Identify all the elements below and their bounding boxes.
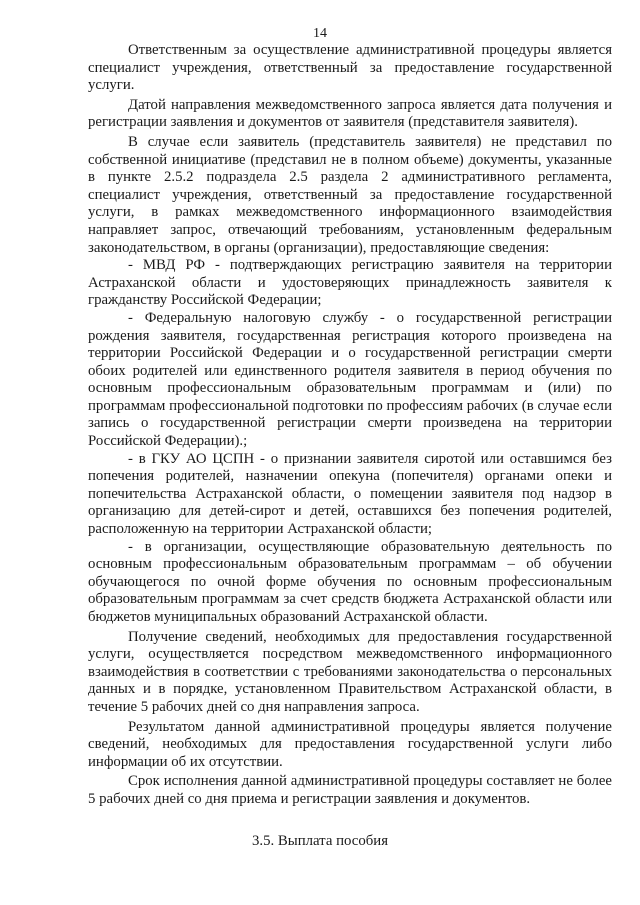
paragraph: Датой направления межведомственного запроса является дата получения и регистрации заявления и документов от заявителя (представителя заявителя). (88, 96, 612, 131)
paragraph: Ответственным за осуществление административной процедуры является специалист учреждения, ответственный за предоставление государственной услуги. (88, 42, 612, 94)
list-item: - в ГКУ АО ЦСПН - о признании заявителя сиротой или оставшимся без попечения родителей, назначении опекуна (попечителя) органами опеки и попечительства Астраханской области, о помещении заявителя под надзор в организацию для детей-сирот и детей, оставшихся без попечения родителей, расположенную на территории Астраханской области; (88, 450, 612, 538)
paragraph: В случае если заявитель (представитель заявителя) не представил по собственной инициативе (представил не в полном объеме) документы, указанные в пункте 2.5.2 подраздела 2.5 раздела 2 административного регламента, специалист учреждения, ответственный за предоставление государственной услуги, в рамках межведомственного информационного взаимодействия направляет запрос, отвечающий требованиям, установленным федеральным законодательством, в органы (организации), предоставляющие сведения: (88, 133, 612, 256)
paragraph: Срок исполнения данной административной процедуры составляет не более 5 рабочих дней со дня приема и регистрации заявления и документов. (88, 773, 612, 807)
paragraph: Результатом данной административной процедуры является получение сведений, необходимых для предоставления государственной услуги либо информации об их отсутствии. (88, 718, 612, 770)
paragraph: Получение сведений, необходимых для предоставления государственной услуги, осуществляется посредством межведомственного информационного взаимодействия в соответствии с требованиями законодательства о персональных данных и в порядке, установленном Правительством Астраханской области, в течение 5 рабочих дней со дня направления запроса. (88, 628, 612, 715)
list-item: - МВД РФ - подтверждающих регистрацию заявителя на территории Астраханской области и удостоверяющих принадлежность заявителя к гражданству Российской Федерации; (88, 257, 612, 309)
document-body (88, 42, 612, 809)
list-item: - Федеральную налоговую службу - о государственной регистрации рождения заявителя, государственная регистрация которого произведена на территории Российской Федерации и о государственной регистрации смерти обоих родителей или единственного родителя заявителя в период обучения по основным профессиональным образовательным программам и (или) по программам профессиональной подготовки по профессиям рабочих (в случае если запись о государственной регистрации смерти произведена на территории Российской Федерации).; (88, 309, 612, 450)
section-heading: 3.5. Выплата пособия (251, 833, 388, 849)
list-item: - в организации, осуществляющие образовательную деятельность по основным профессиональным образовательным программам – об обучении обучающегося по очной форме обучения по основным профессиональным образовательным программам за счет средств бюджета Астраханской области или бюджетов муниципальных образований Астраханской области. (88, 538, 612, 625)
page-number: 14 (313, 26, 327, 41)
